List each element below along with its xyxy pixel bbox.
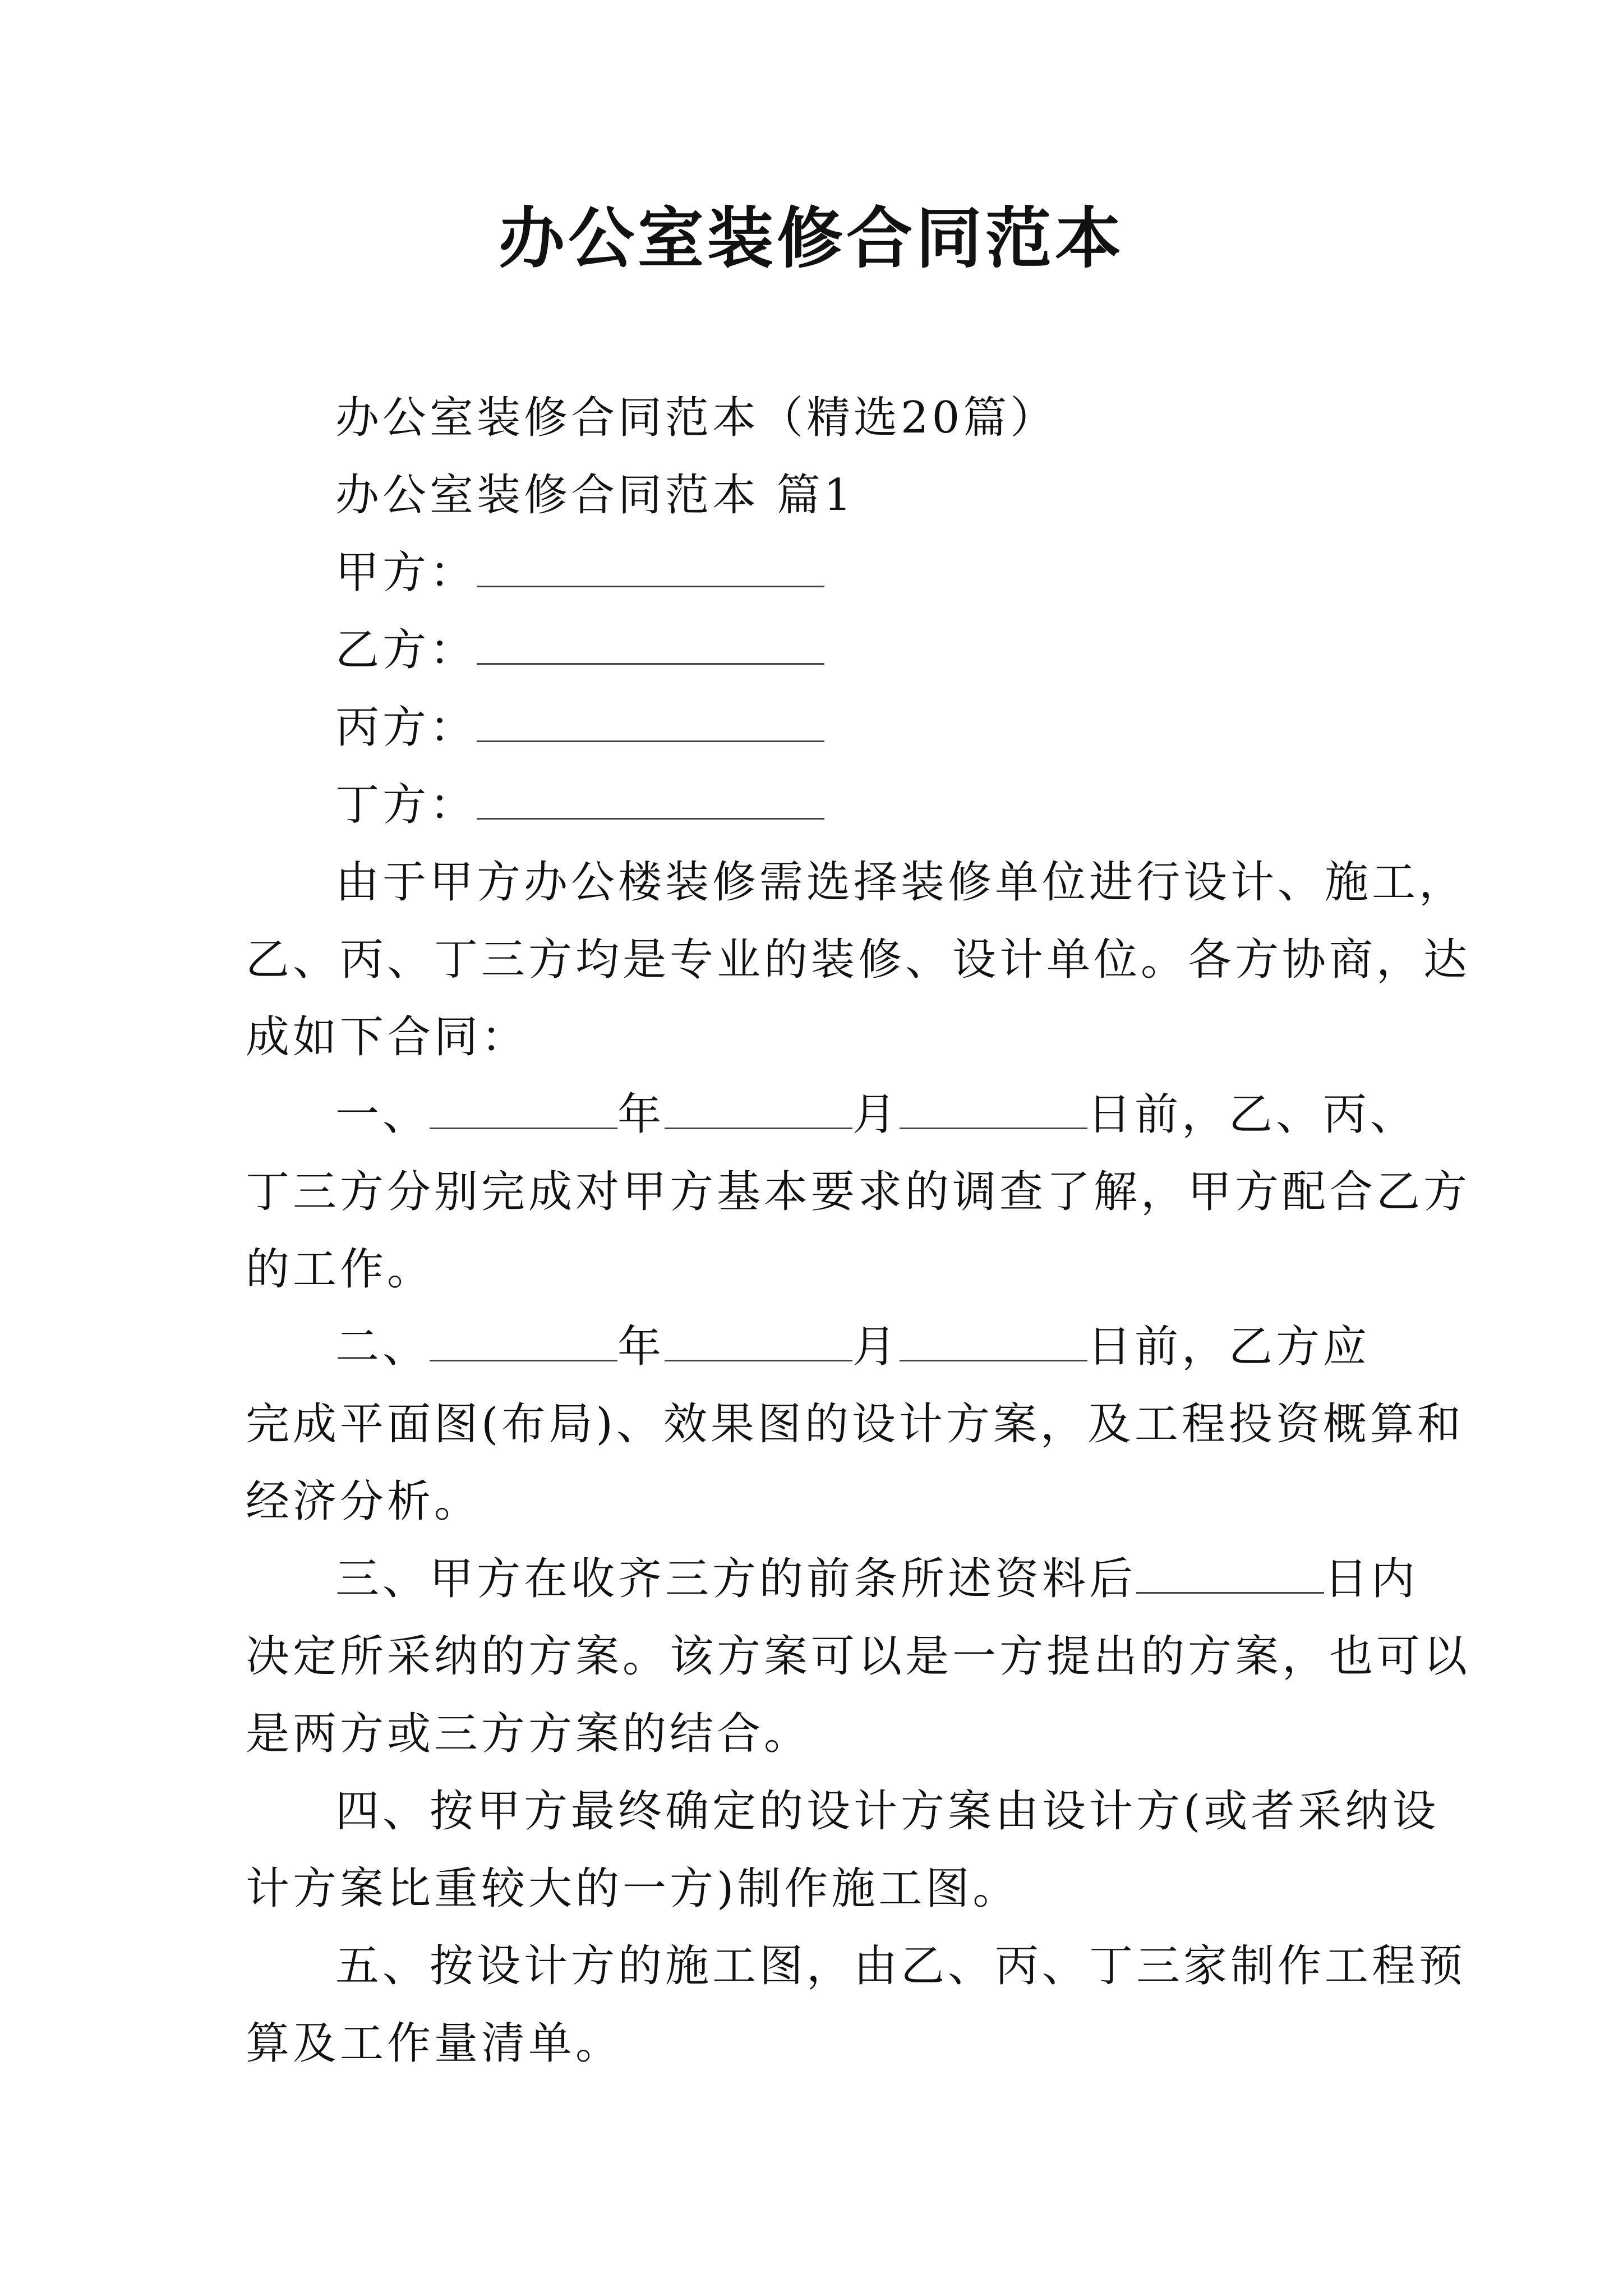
clause-3-line-3: 是两方或三方方案的结合。: [246, 1709, 811, 1759]
clause-2-line-1: [335, 1319, 1370, 1375]
party-bing-blank: [477, 701, 824, 742]
document-title: 办公室装修合同范本: [498, 199, 1124, 277]
party-yi-line: [335, 622, 824, 678]
section-heading: 办公室装修合同范本 篇1: [335, 470, 855, 521]
clause-1-month-blank: [665, 1088, 852, 1129]
party-yi-blank: [477, 624, 824, 665]
clause-1-line-3: 的工作。: [246, 1244, 435, 1295]
clause-3-line-2: 决定所采纳的方案。该方案可以是一方提出的方案，也可以: [246, 1631, 1471, 1682]
clause-3-days-blank: [1136, 1553, 1324, 1594]
intro-line-3: 成如下合同：: [246, 1012, 529, 1062]
intro-line-2: 乙、丙、丁三方均是专业的装修、设计单位。各方协商，达: [246, 935, 1471, 985]
party-bing-label: 丙方：: [335, 702, 477, 753]
clause-2-line-3: 经济分析。: [246, 1476, 482, 1527]
clause-4-line-2: 计方案比重较大的一方)制作施工图。: [246, 1864, 1020, 1914]
party-jia-label: 甲方：: [335, 547, 477, 598]
party-jia-blank: [477, 546, 824, 587]
party-jia-line: [335, 545, 824, 601]
clause-3-prefix: 三、甲方在收齐三方的前条所述资料后: [335, 1554, 1137, 1604]
clause-1-line-1: [335, 1087, 1417, 1143]
clause-1-year: 年: [617, 1089, 665, 1140]
clause-1-line-2: 丁三方分别完成对甲方基本要求的调查了解，甲方配合乙方: [246, 1167, 1471, 1217]
clause-1-year-blank: [430, 1088, 617, 1129]
clause-1-month: 月: [852, 1089, 900, 1140]
clause-3-suffix: 日内: [1324, 1554, 1419, 1604]
party-yi-label: 乙方：: [335, 625, 477, 675]
clause-2-year-blank: [430, 1320, 617, 1361]
clause-2-year: 年: [617, 1322, 665, 1372]
clause-1-prefix: 一、: [335, 1089, 430, 1140]
clause-3-line-1: [335, 1551, 1418, 1607]
intro-line-1: 由于甲方办公楼装修需选择装修单位进行设计、施工，: [335, 857, 1467, 908]
clause-5-line-1: 五、按设计方的施工图，由乙、丙、丁三家制作工程预: [335, 1941, 1467, 1991]
party-ding-line: [335, 777, 824, 833]
party-ding-blank: [477, 779, 824, 820]
clause-1-day-blank: [900, 1088, 1087, 1129]
clause-2-month-blank: [665, 1320, 852, 1361]
clause-2-month: 月: [852, 1322, 900, 1372]
clause-2-day-blank: [900, 1320, 1087, 1361]
clause-4-line-1: 四、按甲方最终确定的设计方案由设计方(或者采纳设: [335, 1786, 1440, 1837]
clause-2-prefix: 二、: [335, 1322, 430, 1372]
clause-2-suffix: 日前，乙方应: [1087, 1322, 1371, 1372]
clause-2-line-2: 完成平面图(布局)、效果图的设计方案，及工程投资概算和: [246, 1399, 1464, 1450]
party-ding-label: 丁方：: [335, 780, 477, 830]
clause-1-suffix: 日前，乙、丙、: [1087, 1089, 1418, 1140]
party-bing-line: [335, 700, 824, 756]
clause-5-line-2: 算及工作量清单。: [246, 2018, 623, 2069]
document-subtitle: 办公室装修合同范本（精选20篇）: [335, 393, 1058, 443]
